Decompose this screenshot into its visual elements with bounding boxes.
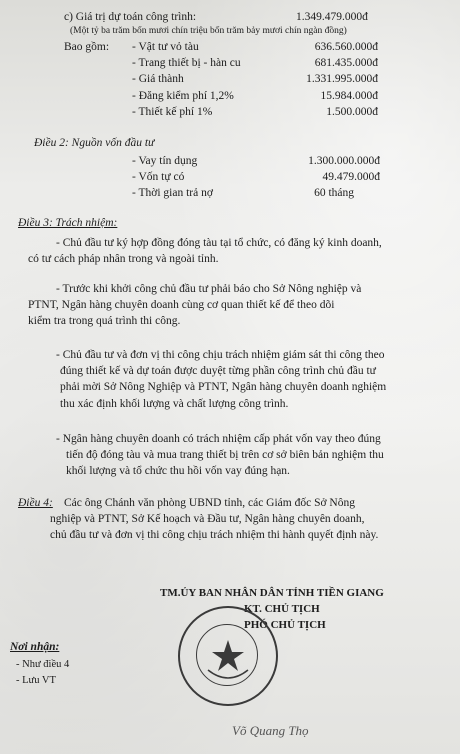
cost-item-amount: 681.435.000đ [314, 57, 378, 69]
cost-item-amount: 1.500.000đ [326, 106, 378, 118]
funding-item-label: - Thời gian trả nợ [132, 187, 213, 199]
recipient-item: - Như điều 4 [16, 659, 70, 670]
article3-line: - Trước khi khởi công chủ đầu tư phải báo cho Sở Nông nghiệp và [56, 283, 362, 295]
article3-line: thu xác định khối lượng và chất lượng công trình. [60, 398, 289, 410]
funding-item-amount: 49.479.000đ [322, 171, 380, 183]
article2-heading: Điều 2: Nguồn vốn đầu tư [34, 137, 155, 149]
article3-line: - Chủ đầu tư và đơn vị thi công chịu trách nhiệm giám sát thi công theo [56, 349, 385, 361]
article3-line: đúng thiết kế và dự toán được duyệt từng phần công trình chủ đầu tư [60, 365, 376, 377]
article3-line: PTNT, Ngân hàng chuyên doanh cùng cơ quan thiết kế để theo dõi [28, 299, 335, 311]
cost-lead: Bao gồm: [64, 41, 110, 53]
cost-item-label: - Vật tư vỏ tàu [132, 41, 199, 53]
article3-line: - Ngân hàng chuyên doanh có trách nhiệm cấp phát vốn vay theo đúng [56, 433, 381, 445]
cost-item-amount: 636.560.000đ [314, 41, 378, 53]
signer-signature: Võ Quang Thọ [232, 723, 309, 738]
signature-title: KT. CHỦ TỊCH [244, 603, 320, 615]
funding-item-label: - Vay tín dụng [132, 155, 198, 167]
article3-heading: Điều 3: Trách nhiệm: [18, 217, 118, 229]
article4-line: chủ đầu tư và đơn vị thi công chịu trách nhiệm thi hành quyết định này. [50, 529, 379, 541]
cost-item-label: - Đăng kiểm phí 1,2% [132, 90, 234, 102]
funding-item-amount: 60 tháng [314, 187, 354, 199]
recipient-item: - Lưu VT [16, 675, 56, 686]
cost-header: c) Giá trị dự toán công trình: [64, 11, 197, 23]
funding-item-label: - Vốn tự có [132, 171, 185, 183]
article3-line: khối lượng và tổ chức thu hồi vốn vay đúng hạn. [66, 465, 290, 477]
signature-subtitle: PHÓ CHỦ TỊCH [244, 619, 326, 631]
article3-line: phải mời Sở Nông Nghiệp và PTNT, Ngân hàng chuyên doanh nghiệm [60, 381, 387, 393]
article4-line: Các ông Chánh văn phòng UBND tỉnh, các Giám đốc Sở Nông [64, 497, 355, 509]
funding-item-amount: 1.300.000.000đ [308, 155, 380, 167]
article3-line: kiểm tra trong quá trình thi công. [28, 315, 181, 327]
article3-line: có tư cách pháp nhân trong và ngoài tỉnh. [28, 253, 219, 265]
article4-heading: Điều 4: [18, 497, 53, 509]
cost-header-amount: 1.349.479.000đ [296, 11, 368, 23]
recipients-heading: Nơi nhận: [10, 641, 60, 653]
cost-item-label: - Giá thành [132, 73, 184, 85]
cost-item-label: - Trang thiết bị - hàn cu [132, 57, 241, 69]
cost-item-label: - Thiết kế phí 1% [132, 106, 213, 118]
official-seal-icon [178, 606, 278, 706]
cost-item-amount: 1.331.995.000đ [306, 73, 378, 85]
article3-line: tiến độ đóng tàu và mua trang thiết bị trên cơ sở biên bản nghiệm thu [66, 449, 384, 461]
article4-line: nghiệp và PTNT, Sở Kế hoạch và Đầu tư, Ngân hàng chuyên doanh, [50, 513, 365, 525]
signature-org: TM.ỦY BAN NHÂN DÂN TỈNH TIỀN GIANG [160, 587, 384, 599]
article3-line: - Chủ đầu tư ký hợp đồng đóng tàu tại tổ chức, có đăng ký kinh doanh, [56, 237, 382, 249]
cost-item-amount: 15.984.000đ [320, 90, 378, 102]
cost-header-note: (Một tỷ ba trăm bốn mươi chín triệu bốn trăm bảy mươi chín ngàn đồng) [70, 26, 347, 36]
